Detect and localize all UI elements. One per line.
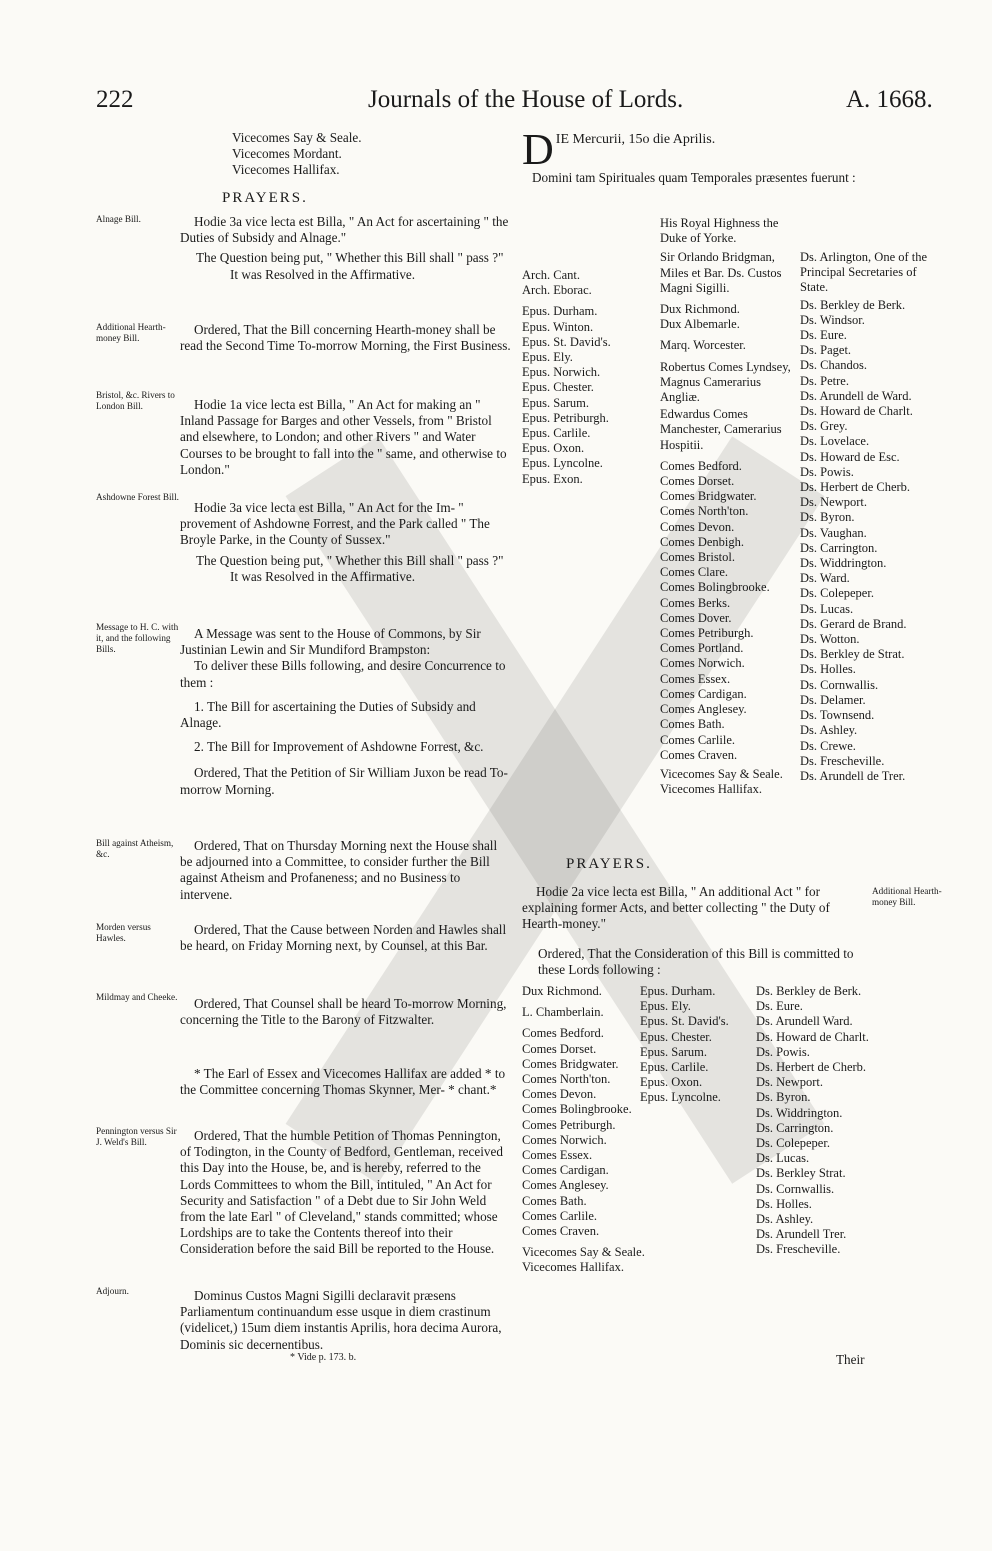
list-item: Arch. Cant. bbox=[522, 268, 580, 282]
list-item: Vicecomes Hallifax. bbox=[522, 1260, 624, 1275]
prayers-heading: PRAYERS. bbox=[566, 856, 652, 872]
list-item: Epus. Ely. bbox=[522, 350, 573, 365]
list-item: Ds. Howard de Charlt. bbox=[756, 1029, 869, 1044]
list-item: Ds. Windsor. bbox=[800, 312, 865, 327]
list-item: Comes Craven. bbox=[660, 747, 738, 762]
list-item: Epus. Oxon. bbox=[640, 1075, 703, 1090]
list-item: Ds. Cornwallis. bbox=[800, 677, 879, 692]
list-item: Ds. Arundell Trer. bbox=[756, 1227, 847, 1242]
prayers-heading: PRAYERS. bbox=[222, 190, 308, 206]
list-item: Comes Carlile. bbox=[660, 732, 735, 747]
list-item: Ds. Howard de Charlt. bbox=[800, 404, 913, 419]
list-item: Epus. Durham. bbox=[640, 984, 716, 998]
list-item: Vicecomes Say & Seale. bbox=[660, 766, 783, 781]
list-item: Epus. St. David's. bbox=[640, 1014, 729, 1029]
list-item: Ds. Carrington. bbox=[756, 1120, 834, 1135]
margin-note-message: Message to H. C. with it, and the following Bills. bbox=[96, 622, 179, 654]
list-item: Comes Clare. bbox=[660, 565, 729, 580]
list-item: Comes Bedford. bbox=[522, 1026, 604, 1041]
list-item: Ds. Crewe. bbox=[800, 738, 856, 753]
para-resolved: It was Resolved in the Affirmative. bbox=[230, 568, 416, 584]
list-item: Ds. Powis. bbox=[800, 464, 854, 479]
list-item: 2. The Bill for Improvement of Ashdowne Forrest, &c. bbox=[194, 739, 484, 755]
list-item: Marq. Worcester. bbox=[660, 338, 746, 353]
list-item: Ds. Byron. bbox=[800, 510, 855, 525]
list-item: 1. The Bill for ascertaining the Duties of Subsidy and Alnage. bbox=[180, 698, 476, 731]
peers-middle bbox=[660, 216, 798, 797]
page-number: 222 bbox=[96, 86, 134, 113]
list-item: Comes Devon. bbox=[660, 519, 735, 534]
list-item: Comes Bath. bbox=[660, 717, 725, 732]
list-item: Ds. Lovelace. bbox=[800, 434, 870, 449]
list-item: Comes Portland. bbox=[660, 641, 744, 656]
list-item: Epus. Durham. bbox=[522, 304, 598, 319]
list-item: Ds. Holles. bbox=[756, 1196, 812, 1211]
list-item: Epus. Oxon. bbox=[522, 441, 585, 456]
list-item: Ds. Powis. bbox=[756, 1044, 810, 1059]
list-item: Epus. Sarum. bbox=[522, 395, 590, 410]
footnote: * Vide p. 173. b. bbox=[290, 1352, 357, 1363]
list-item: Ds. Gerard de Brand. bbox=[800, 616, 907, 631]
list-item: Ds. Arundell de Ward. bbox=[800, 388, 912, 403]
margin-note-bristol: Bristol, &c. Rivers to London Bill. bbox=[96, 390, 175, 411]
list-item: Ds. Colepeper. bbox=[800, 586, 874, 601]
date-heading bbox=[522, 125, 882, 174]
list-item: Ds. Frescheville. bbox=[800, 753, 885, 768]
list-item: Epus. Carlile. bbox=[640, 1060, 709, 1075]
list-item: Comes Dorset. bbox=[660, 474, 735, 489]
list-item: Comes Petriburgh. bbox=[522, 1117, 616, 1132]
list-item: Ds. Arundell de Trer. bbox=[800, 768, 906, 783]
list-item: Ds. Newport. bbox=[800, 495, 868, 510]
list-item: Vicecomes Say & Seale. bbox=[522, 1245, 645, 1260]
list-item: Ds. Eure. bbox=[756, 999, 803, 1014]
list-item: Ds. Widdrington. bbox=[756, 1105, 843, 1120]
para-morden: Ordered, That the Cause between Norden and Hawles shall be heard, on Friday Morning next, by Counsel, at this Bar. bbox=[180, 922, 507, 954]
list-item: Comes Anglesey. bbox=[660, 702, 747, 717]
peer-line: Vicecomes Say & Seale. bbox=[232, 130, 362, 145]
list-item: Ds. Cornwallis. bbox=[756, 1181, 835, 1196]
list-item: Ds. Berkley Strat. bbox=[756, 1166, 846, 1181]
list-item: Epus. Winton. bbox=[522, 319, 594, 334]
margin-note-atheism: Bill against Atheism, &c. bbox=[96, 838, 174, 859]
list-item: Comes Carlile. bbox=[522, 1208, 597, 1223]
list-item: Ds. Howard de Esc. bbox=[800, 449, 900, 464]
left-top-lines bbox=[232, 130, 362, 179]
list-item: Ds. Delamer. bbox=[800, 692, 866, 707]
list-item: Dux Richmond. bbox=[660, 302, 740, 317]
catchword: Their bbox=[836, 1352, 865, 1367]
list-item: Comes Essex. bbox=[660, 671, 731, 686]
list-item: Ds. Lucas. bbox=[800, 601, 854, 616]
list-item: Ds. Colepeper. bbox=[756, 1136, 830, 1151]
list-item: Edwardus Comes Manchester, Camerarius Hospitii. bbox=[660, 407, 782, 452]
list-item: Ds. Eure. bbox=[800, 328, 847, 343]
para-ashdowne: Hodie 3a vice lecta est Billa, " An Act for the Im- " provement of Ashdowne Forrest, and the Park called " The Broyle Parke, in the County of Sussex." bbox=[180, 500, 490, 548]
list-item: Ds. Berkley de Strat. bbox=[800, 647, 905, 662]
margin-note-pennington: Pennington versus Sir J. Weld's Bill. bbox=[96, 1126, 177, 1147]
list-item: Comes Craven. bbox=[522, 1224, 600, 1239]
list-item: Ds. Frescheville. bbox=[756, 1242, 841, 1257]
committee-col-2 bbox=[640, 984, 729, 1106]
list-item: Comes Dover. bbox=[660, 610, 732, 625]
list-item: Vicecomes Hallifax. bbox=[660, 782, 762, 797]
list-item: Ds. Vaughan. bbox=[800, 525, 867, 540]
list-item: Epus. Sarum. bbox=[640, 1044, 708, 1059]
list-item: Comes Petriburgh. bbox=[660, 626, 754, 641]
drop-cap: D bbox=[522, 125, 554, 174]
list-item: Comes Norwich. bbox=[522, 1132, 607, 1147]
para-bristol: Hodie 1a vice lecta est Billa, " An Act for making an " Inland Passage for Barges and other Vessels, from " Bristol and elsewhere, to London; and other Rivers " and Water Courses to be brought to fall into the " same, and otherwise to London." bbox=[180, 397, 507, 477]
para-committed: Ordered, That the Consideration of this Bill is committed to these Lords following : bbox=[538, 946, 854, 978]
list-item: Ds. Byron. bbox=[756, 1090, 811, 1105]
list-item: Ds. Berkley de Berk. bbox=[800, 297, 906, 312]
list-item: Ds. Newport. bbox=[756, 1075, 824, 1090]
para-message: A Message was sent to the House of Commons, by Sir Justinian Lewin and Sir Mundiford Brampston: bbox=[180, 626, 481, 658]
list-item: Comes Cardigan. bbox=[522, 1163, 609, 1178]
list-item: Ds. Arundell Ward. bbox=[756, 1014, 853, 1029]
page-title: Journals of the House of Lords. bbox=[368, 86, 684, 113]
list-item: Ds. Herbert de Cherb. bbox=[756, 1060, 867, 1075]
list-item: Robertus Comes Lyndsey, Magnus Camerarius Angliæ. bbox=[660, 359, 791, 405]
list-item: Ds. Chandos. bbox=[800, 358, 868, 373]
domini-line: Domini tam Spirituales quam Temporales præsentes fuerunt : bbox=[532, 170, 856, 185]
list-item: Ds. Carrington. bbox=[800, 540, 878, 555]
list-item: Comes Norwich. bbox=[660, 656, 745, 671]
para-alnage: Hodie 3a vice lecta est Billa, " An Act for ascertaining " the Duties of Subsidy and Alnage." bbox=[180, 214, 509, 246]
list-item: Comes Bristol. bbox=[660, 550, 736, 565]
list-item: Dux Albemarle. bbox=[660, 317, 740, 332]
para-adjourn: Dominus Custos Magni Sigilli declaravit præsens Parliamentum continuandum esse usque in diem crastinum (videlicet,) 15um diem instantis Aprilis, hora decima Aurora, Dominis sic decernentibus. bbox=[180, 1288, 502, 1352]
list-item: Comes Anglesey. bbox=[522, 1178, 609, 1193]
list-item: Comes Devon. bbox=[522, 1087, 597, 1102]
bishops-list bbox=[522, 268, 611, 487]
list-item: Epus. Lyncolne. bbox=[640, 1090, 721, 1105]
list-item: Comes Essex. bbox=[522, 1148, 593, 1163]
list-item: Comes Bolingbrooke. bbox=[660, 580, 770, 595]
list-item: Ds. Arlington, One of the Principal Secretaries of State. bbox=[800, 250, 928, 295]
list-item: Comes Bolingbrooke. bbox=[522, 1102, 632, 1117]
list-item: Ds. Petre. bbox=[800, 373, 849, 388]
list-item: L. Chamberlain. bbox=[522, 1005, 604, 1020]
list-item: Comes Bath. bbox=[522, 1193, 587, 1208]
list-item: Comes Denbigh. bbox=[660, 534, 745, 549]
margin-note-hearth: Additional Hearth-money Bill. bbox=[96, 322, 166, 343]
list-item: Comes Cardigan. bbox=[660, 686, 747, 701]
list-item: Epus. Chester. bbox=[640, 1029, 712, 1044]
date-text: IE Mercurii, 15o die Aprilis. bbox=[555, 132, 716, 147]
list-item: Ds. Berkley de Berk. bbox=[756, 984, 862, 998]
committee-col-3 bbox=[756, 984, 869, 1258]
page-year: A. 1668. bbox=[846, 86, 933, 113]
list-item: Ds. Paget. bbox=[800, 343, 852, 358]
list-item: Epus. Lyncolne. bbox=[522, 456, 603, 471]
para-resolved: It was Resolved in the Affirmative. bbox=[230, 266, 416, 282]
list-item: Comes North'ton. bbox=[660, 504, 749, 519]
list-item: Ds. Grey. bbox=[800, 419, 848, 434]
list-item: Ds. Townsend. bbox=[800, 708, 875, 723]
list-item: Dux Richmond. bbox=[522, 984, 602, 998]
peers-right bbox=[800, 250, 940, 784]
list-item: His Royal Highness the Duke of Yorke. bbox=[660, 216, 779, 246]
list-item: Comes Bedford. bbox=[660, 458, 742, 473]
list-item: Ds. Wotton. bbox=[800, 632, 860, 647]
margin-note-mildmay: Mildmay and Cheeke. bbox=[96, 992, 178, 1002]
list-item: Epus. Chester. bbox=[522, 380, 594, 395]
list-item: Comes Bridgwater. bbox=[660, 489, 757, 504]
list-item: Comes Bridgwater. bbox=[522, 1056, 619, 1071]
list-item: Epus. Ely. bbox=[640, 999, 691, 1014]
peer-line: Vicecomes Hallifax. bbox=[232, 162, 340, 178]
para-mildmay: Ordered, That Counsel shall be heard To-morrow Morning, concerning the Title to the Barony of Fitzwalter. bbox=[180, 996, 507, 1028]
list-item: Comes Berks. bbox=[660, 595, 731, 610]
para-question: The Question being put, " Whether this Bill shall " pass ?" bbox=[196, 250, 504, 266]
para-question: The Question being put, " Whether this Bill shall " pass ?" bbox=[196, 552, 504, 568]
committee-col-1 bbox=[522, 984, 645, 1276]
list-item: Ds. Lucas. bbox=[756, 1151, 810, 1166]
list-item: Arch. Eborac. bbox=[522, 283, 592, 298]
para-hearth: Ordered, That the Bill concerning Hearth-money shall be read the Second Time To-morrow Morning, the First Business. bbox=[180, 322, 511, 354]
list-item: Ds. Herbert de Cherb. bbox=[800, 480, 911, 495]
para-essex: * The Earl of Essex and Vicecomes Hallifax are added * to the Committee concerning Thomas Skynner, Mer- * chant.* bbox=[180, 1066, 506, 1098]
para-pennington: Ordered, That the humble Petition of Thomas Pennington, of Todington, in the County of Bedford, Gentleman, received this Day into the House, be, and is hereby, referred to the Lords Committees to whom the Bill, intituled, " An Act for Security and Satisfaction " of a Debt due to Sir John Weld from the late Earl " of Cleveland," stands committed; whose Lordships are to take the Contents thereof into their Consideration before the said Bill be reported to the House. bbox=[180, 1128, 503, 1257]
list-item: Ds. Ward. bbox=[800, 571, 850, 586]
list-item: Epus. Petriburgh. bbox=[522, 410, 609, 425]
margin-note-alnage: Alnage Bill. bbox=[96, 214, 141, 224]
para-deliver: To deliver these Bills following, and desire Concurrence to them : bbox=[180, 658, 506, 690]
list-item: Epus. St. David's. bbox=[522, 334, 611, 349]
list-item: Comes North'ton. bbox=[522, 1072, 611, 1087]
margin-note-hearth-2: Additional Hearth-money Bill. bbox=[872, 886, 942, 907]
list-item: Epus. Exon. bbox=[522, 471, 583, 486]
list-item: Ds. Widdrington. bbox=[800, 556, 887, 571]
list-item: Ds. Holles. bbox=[800, 662, 856, 677]
list-item: Sir Orlando Bridgman, Miles et Bar. Ds. Custos Magni Sigilli. bbox=[660, 250, 782, 295]
list-item: Comes Dorset. bbox=[522, 1041, 597, 1056]
para-hearth-2: Hodie 2a vice lecta est Billa, " An additional Act " for explaining former Acts, and better collecting " the Duty of Hearth-money." bbox=[522, 884, 830, 932]
list-item: Epus. Norwich. bbox=[522, 365, 601, 380]
peer-line: Vicecomes Mordant. bbox=[232, 146, 342, 162]
para-atheism: Ordered, That on Thursday Morning next the House shall be adjourned into a Committee, to consider further the Bill against Atheism and Profaneness; and no Business to intervene. bbox=[180, 838, 498, 902]
para-juxon: Ordered, That the Petition of Sir William Juxon be read To-morrow Morning. bbox=[180, 765, 508, 797]
list-item: Ds. Ashley. bbox=[800, 723, 858, 738]
list-item: Epus. Carlile. bbox=[522, 426, 591, 441]
list-item: Ds. Ashley. bbox=[756, 1212, 814, 1227]
margin-note-adjourn: Adjourn. bbox=[96, 1286, 129, 1296]
margin-note-ashdowne: Ashdowne Forest Bill. bbox=[96, 492, 179, 502]
margin-note-morden: Morden versus Hawles. bbox=[96, 922, 151, 943]
